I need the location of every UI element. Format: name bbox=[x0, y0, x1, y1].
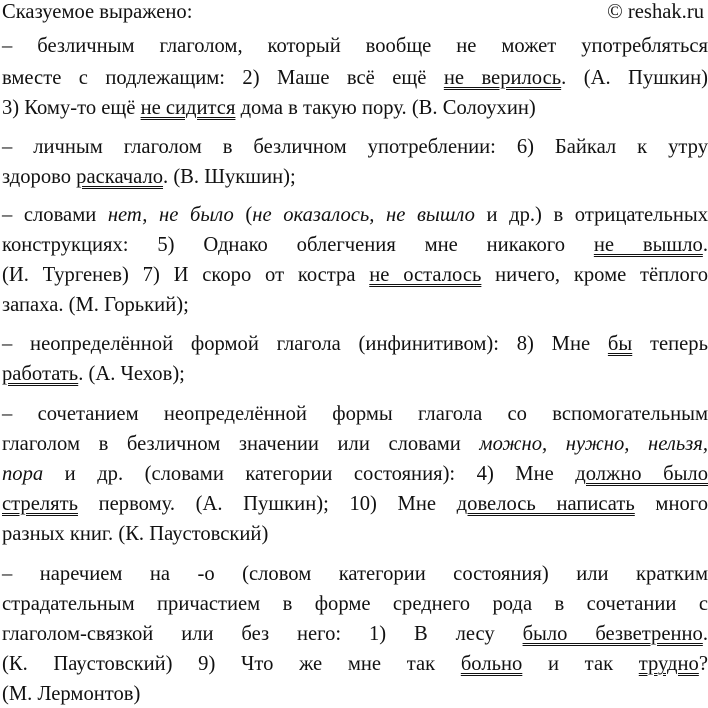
paragraph-5-line-1: – сочетанием неопределённой формы глагола со вспомогательным bbox=[2, 403, 708, 425]
paragraph-5-line-3: пора и др. (словами категории состояния): 4) Мне должно было bbox=[2, 463, 708, 485]
paragraph-1-line-1: – безличным глаголом, который вообще не может употребляться bbox=[2, 35, 708, 57]
paragraph-6-line-2: страдательным причастием в форме среднего рода в сочетании с bbox=[2, 593, 708, 615]
paragraph-6-line-5: (М. Лермонтов) bbox=[2, 683, 141, 705]
predicate-underline: не вышло bbox=[593, 234, 703, 256]
paragraph-3-line-4: запаха. (М. Горький); bbox=[2, 294, 189, 316]
source-watermark: © reshak.ru bbox=[607, 1, 704, 23]
paragraph-4-line-1: – неопределённой формой глагола (инфинитивом): 8) Мне бы теперь bbox=[2, 333, 708, 355]
predicate-underline: не сидится bbox=[140, 97, 236, 119]
paragraph-5-line-4: стрелять первому. (А. Пушкин); 10) Мне довелось написать много bbox=[2, 493, 708, 515]
predicate-underline: было безветренно bbox=[522, 623, 703, 645]
paragraph-6-line-3: глаголом-связкой или без него: 1) В лесу было безветренно. bbox=[2, 623, 708, 645]
paragraph-5-line-5: разных книг. (К. Паустовский) bbox=[2, 523, 269, 545]
predicate-underline: стрелять bbox=[2, 493, 78, 515]
paragraph-2-line-1: – личным глаголом в безличном употреблении: 6) Байкал к утру bbox=[2, 136, 708, 158]
predicate-underline: работать bbox=[2, 363, 79, 385]
predicate-underline: довелось написать bbox=[456, 493, 635, 515]
paragraph-6-line-1: – наречием на -о (словом категории состояния) или кратким bbox=[2, 563, 708, 585]
paragraph-3-line-3: (И. Тургенев) 7) И скоро от костра не осталось ничего, кроме тёплого bbox=[2, 264, 708, 286]
paragraph-1-line-3: 3) Кому-то ещё не сидится дома в такую пору. (В. Солоухин) bbox=[2, 97, 536, 119]
paragraph-4-line-2: работать. (А. Чехов); bbox=[2, 363, 185, 385]
paragraph-3-line-2: конструкциях: 5) Однако облегчения мне никакого не вышло. bbox=[2, 234, 708, 256]
paragraph-1-line-2: вместе с подлежащим: 2) Маше всё ещё не верилось. (А. Пушкин) bbox=[2, 67, 708, 89]
predicate-underline: трудно bbox=[638, 653, 699, 675]
predicate-underline: не верилось bbox=[443, 67, 562, 89]
predicate-underline: раскачало bbox=[76, 166, 164, 188]
paragraph-5-line-2: глаголом в безличном значении или словами можно, нужно, нельзя, bbox=[2, 433, 708, 455]
paragraph-6-line-4: (К. Паустовский) 9) Что же мне так больно и так трудно? bbox=[2, 653, 708, 675]
predicate-underline: больно bbox=[460, 653, 523, 675]
predicate-underline: не осталось bbox=[369, 264, 482, 286]
heading: Сказуемое выражено: bbox=[2, 1, 193, 23]
paragraph-2-line-2: здорово раскачало. (В. Шукшин); bbox=[2, 166, 296, 188]
predicate-underline: должно было bbox=[575, 463, 708, 485]
predicate-underline: бы bbox=[607, 333, 633, 355]
paragraph-3-line-1: – словами нет, не было (не оказалось, не вышло и др.) в отрицательных bbox=[2, 204, 708, 226]
